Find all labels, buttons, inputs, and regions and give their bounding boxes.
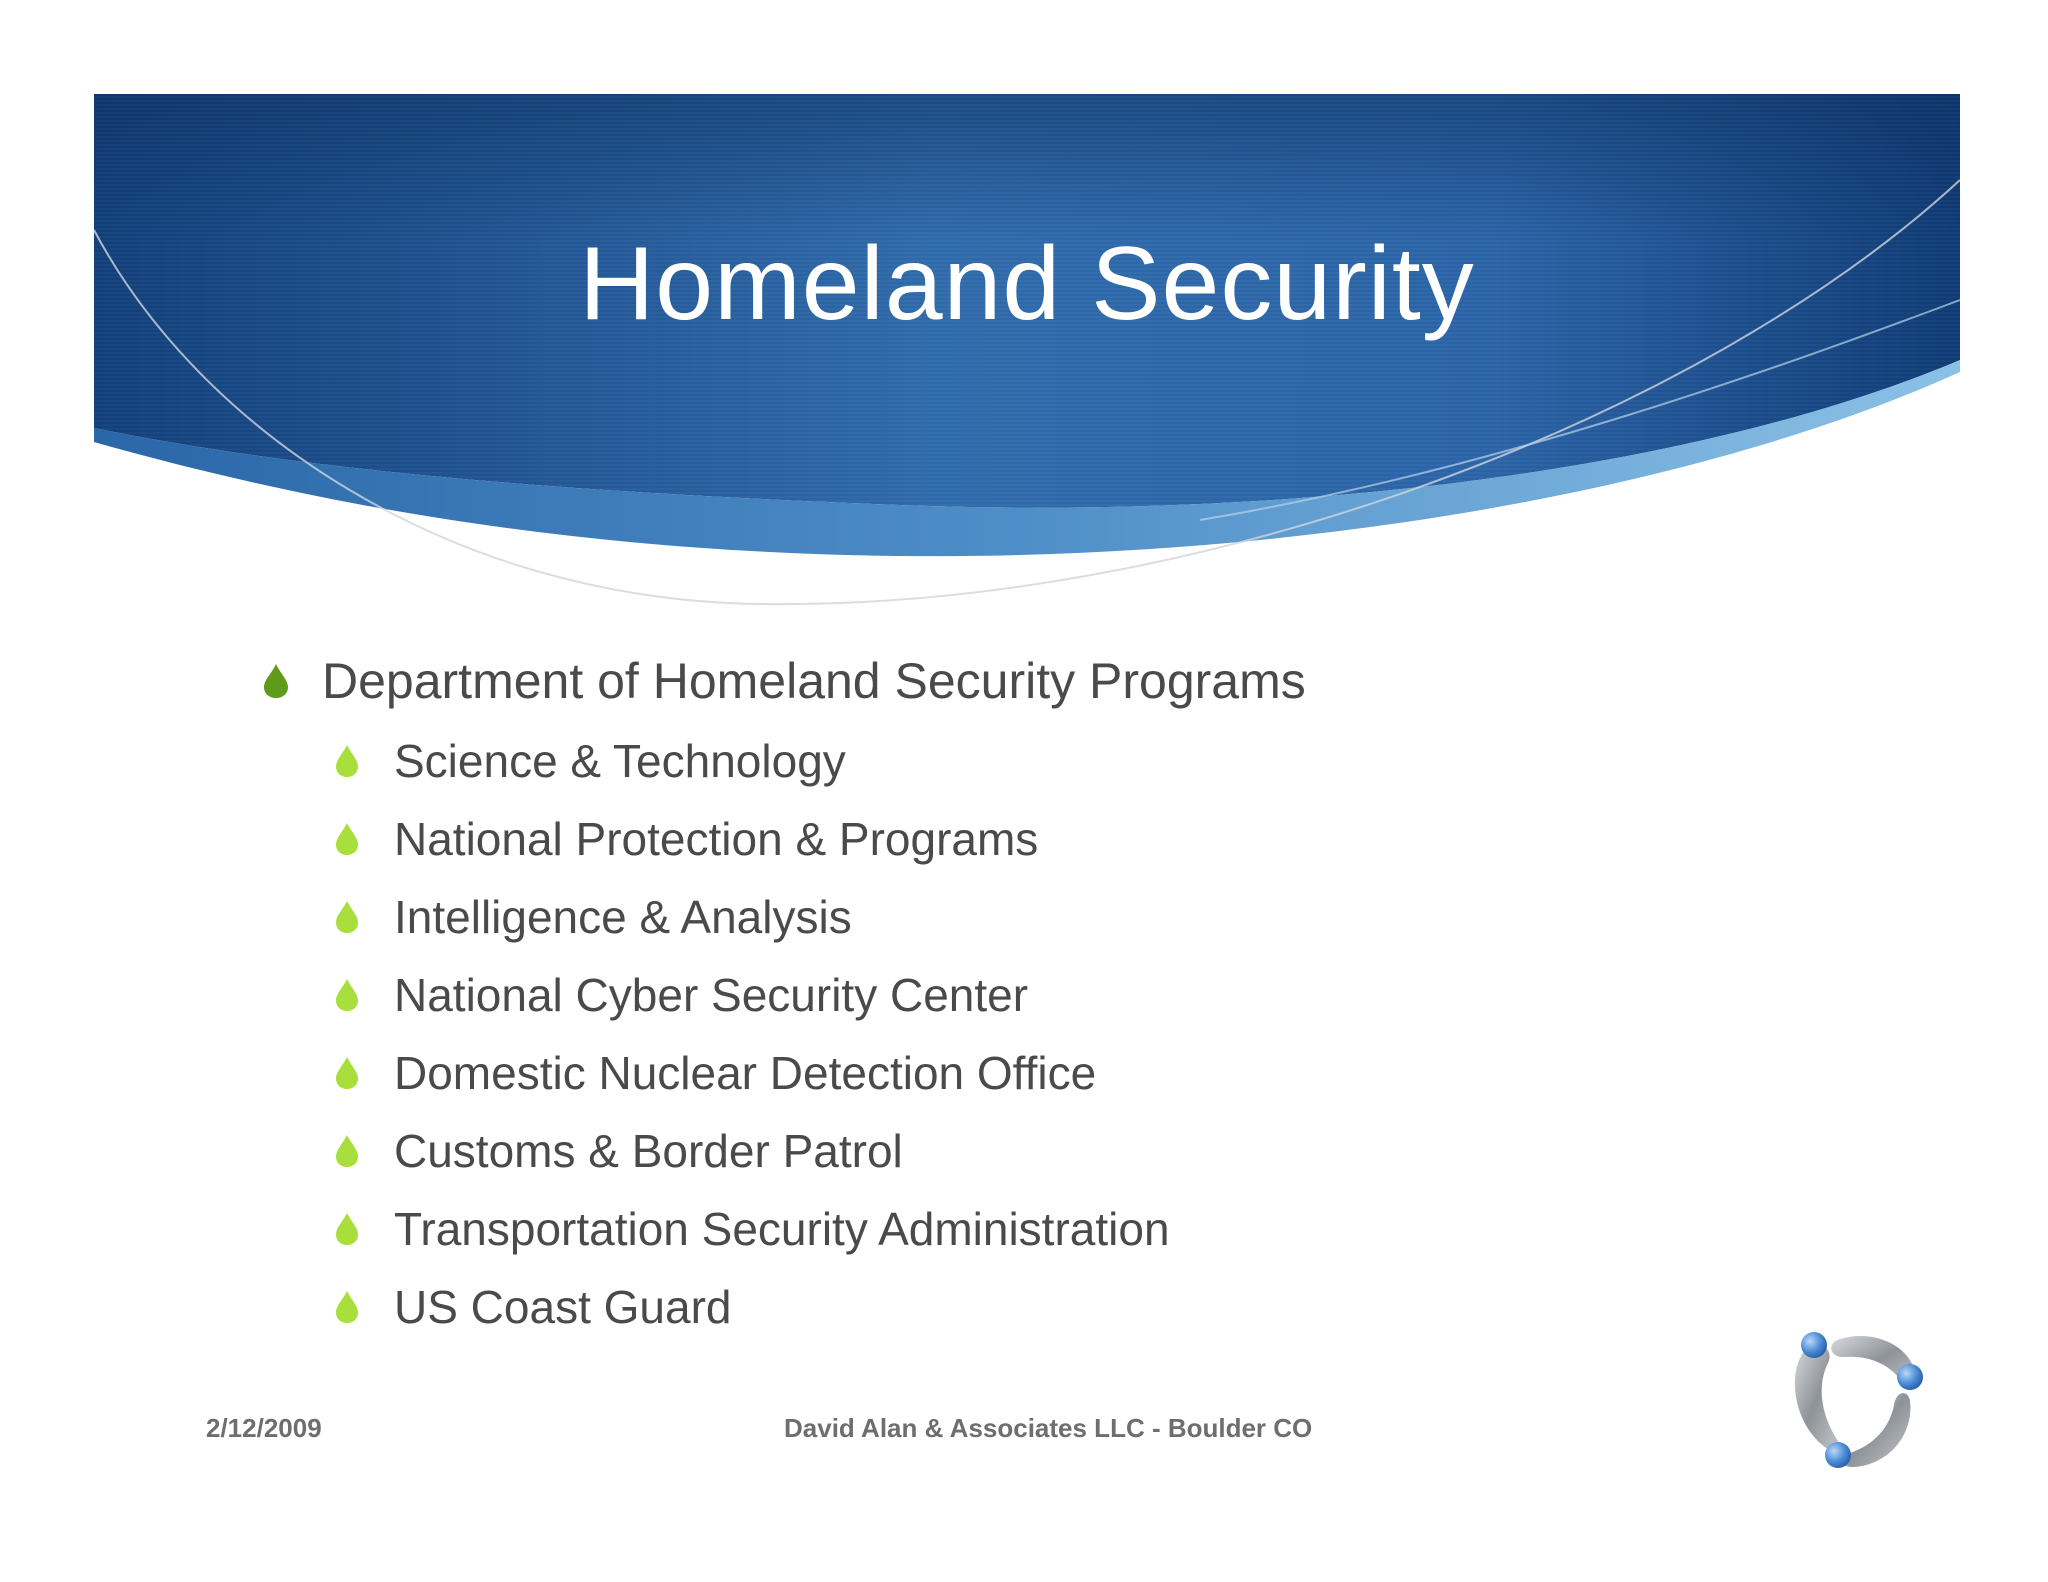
- bullet-text: US Coast Guard: [394, 1281, 732, 1333]
- bullet-text: Transportation Security Administration: [394, 1203, 1170, 1255]
- bullet-item: [262, 652, 1306, 710]
- water-drop-icon: [334, 822, 360, 856]
- bullet-item: [334, 1124, 903, 1178]
- bullet-text: National Cyber Security Center: [394, 969, 1029, 1021]
- water-drop-icon: [334, 1212, 360, 1246]
- bullet-item: [334, 1202, 1170, 1256]
- bullet-text: Science & Technology: [394, 735, 846, 787]
- bullet-text: National Protection & Programs: [394, 813, 1039, 865]
- tri-orbit-logo-icon: [1778, 1325, 1928, 1475]
- bullet-item: [334, 1280, 731, 1334]
- water-drop-icon: [262, 663, 290, 699]
- bullet-item: [334, 812, 1038, 866]
- footer-company: David Alan & Associates LLC - Boulder CO: [784, 1413, 1313, 1443]
- footer-date: 2/12/2009: [206, 1413, 322, 1443]
- water-drop-icon: [334, 1290, 360, 1324]
- bullet-text: Customs & Border Patrol: [394, 1125, 903, 1177]
- bullet-item: [334, 734, 846, 788]
- water-drop-icon: [334, 1056, 360, 1090]
- bullet-item: [334, 890, 852, 944]
- bullet-item: [334, 968, 1028, 1022]
- bullet-text: Intelligence & Analysis: [394, 891, 852, 943]
- slide-title: Homeland Security: [579, 226, 1475, 342]
- bullet-text: Domestic Nuclear Detection Office: [394, 1047, 1097, 1099]
- water-drop-icon: [334, 1134, 360, 1168]
- bullet-item: [334, 1046, 1096, 1100]
- water-drop-icon: [334, 978, 360, 1012]
- water-drop-icon: [334, 744, 360, 778]
- bullet-text: Department of Homeland Security Programs: [322, 653, 1306, 709]
- water-drop-icon: [334, 900, 360, 934]
